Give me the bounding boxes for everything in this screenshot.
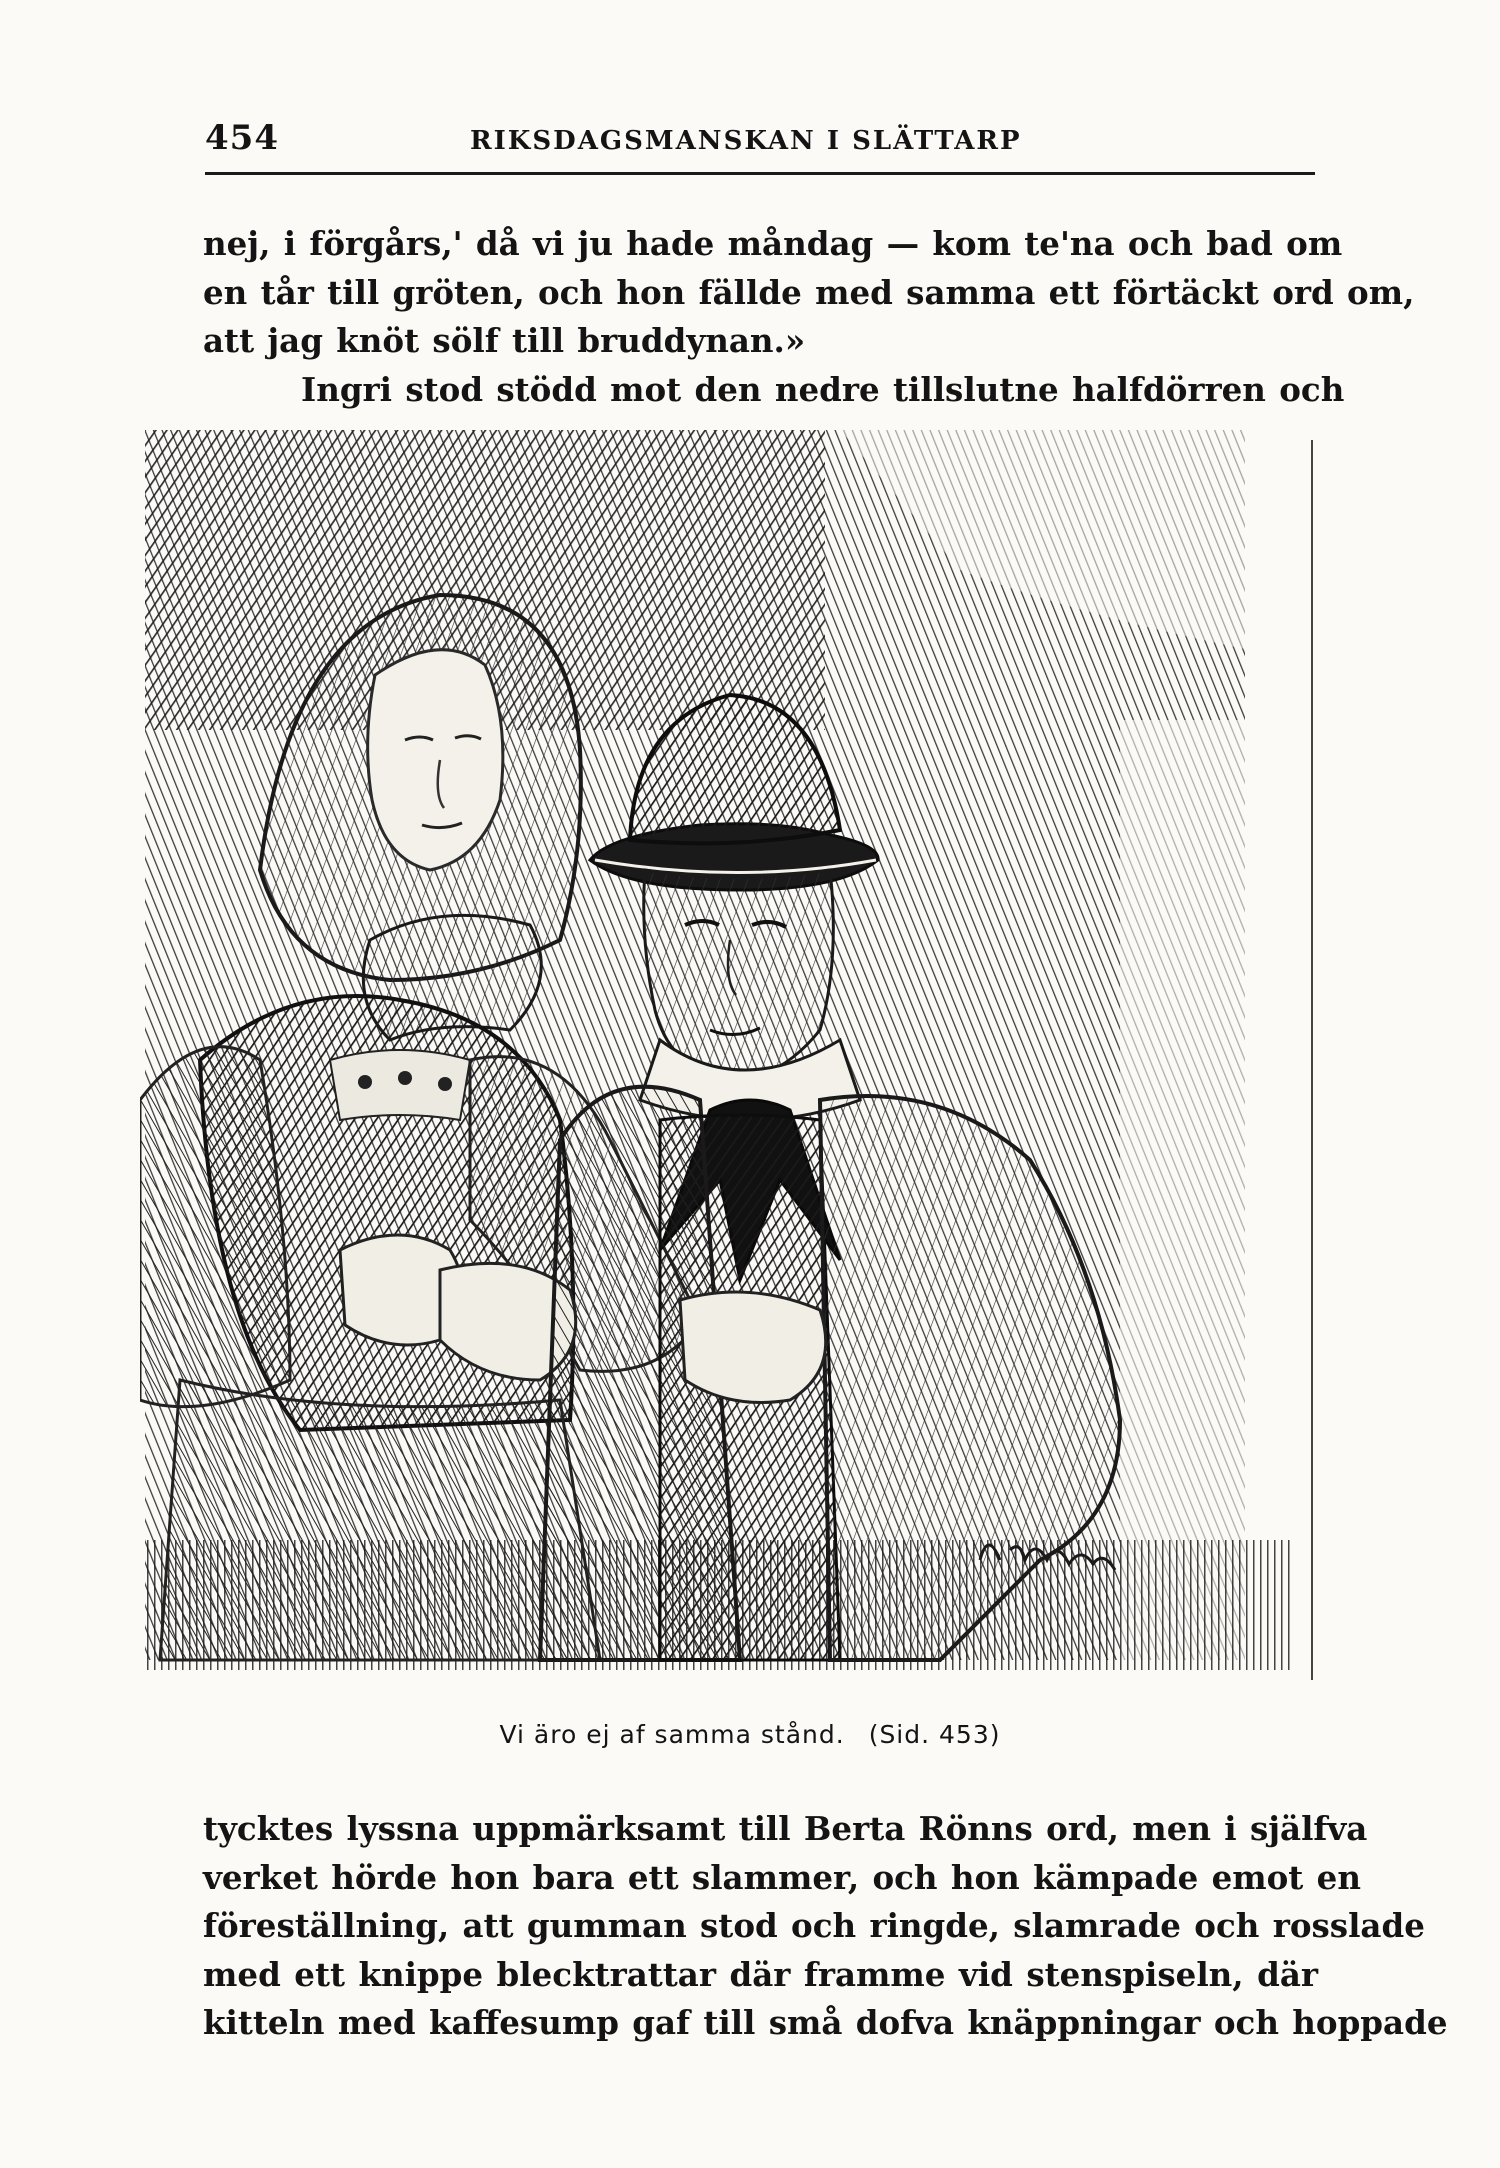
page-header [205, 118, 1315, 168]
text-line: verket hörde hon bara ett slammer, och hon kämpade emot en [203, 1857, 1361, 1897]
page-number: 454 [205, 118, 279, 158]
text-line: Ingri stod stödd mot den nedre tillslutne halfdörren och [301, 369, 1345, 409]
text-line: att jag knöt sölf till bruddynan.» [203, 321, 806, 360]
text-line: föreställning, att gumman stod och ringde, slamrade och rosslade [203, 1906, 1425, 1945]
text-line: nej, i förgårs,' då vi ju hade måndag — kom te'na och bad om [203, 224, 1343, 263]
caption-text: Vi äro ej af samma stånd. [499, 1720, 845, 1749]
header-rule [205, 172, 1315, 175]
text-line: en tår till gröten, och hon fällde med samma ett förtäckt ord om, [203, 272, 1415, 312]
paragraph-bottom [203, 1805, 1448, 2048]
running-head: RIKSDAGSMANSKAN I SLÄTTARP [470, 126, 1022, 156]
caption-reference: (Sid. 453) [868, 1720, 1001, 1749]
text-line: med ett knippe blecktrattar där framme vid stenspiseln, där [203, 1954, 1318, 1994]
engraving-drawing [140, 420, 1320, 1700]
paragraph-top [203, 220, 1415, 414]
text-line: tycktes lyssna uppmärksamt till Berta Rönns ord, men i själfva [203, 1809, 1368, 1848]
illustration-engraving [140, 420, 1320, 1700]
illustration-caption [0, 1720, 1500, 1749]
text-line: kitteln med kaffesump gaf till små dofva knäppningar och hoppade [203, 2003, 1448, 2042]
